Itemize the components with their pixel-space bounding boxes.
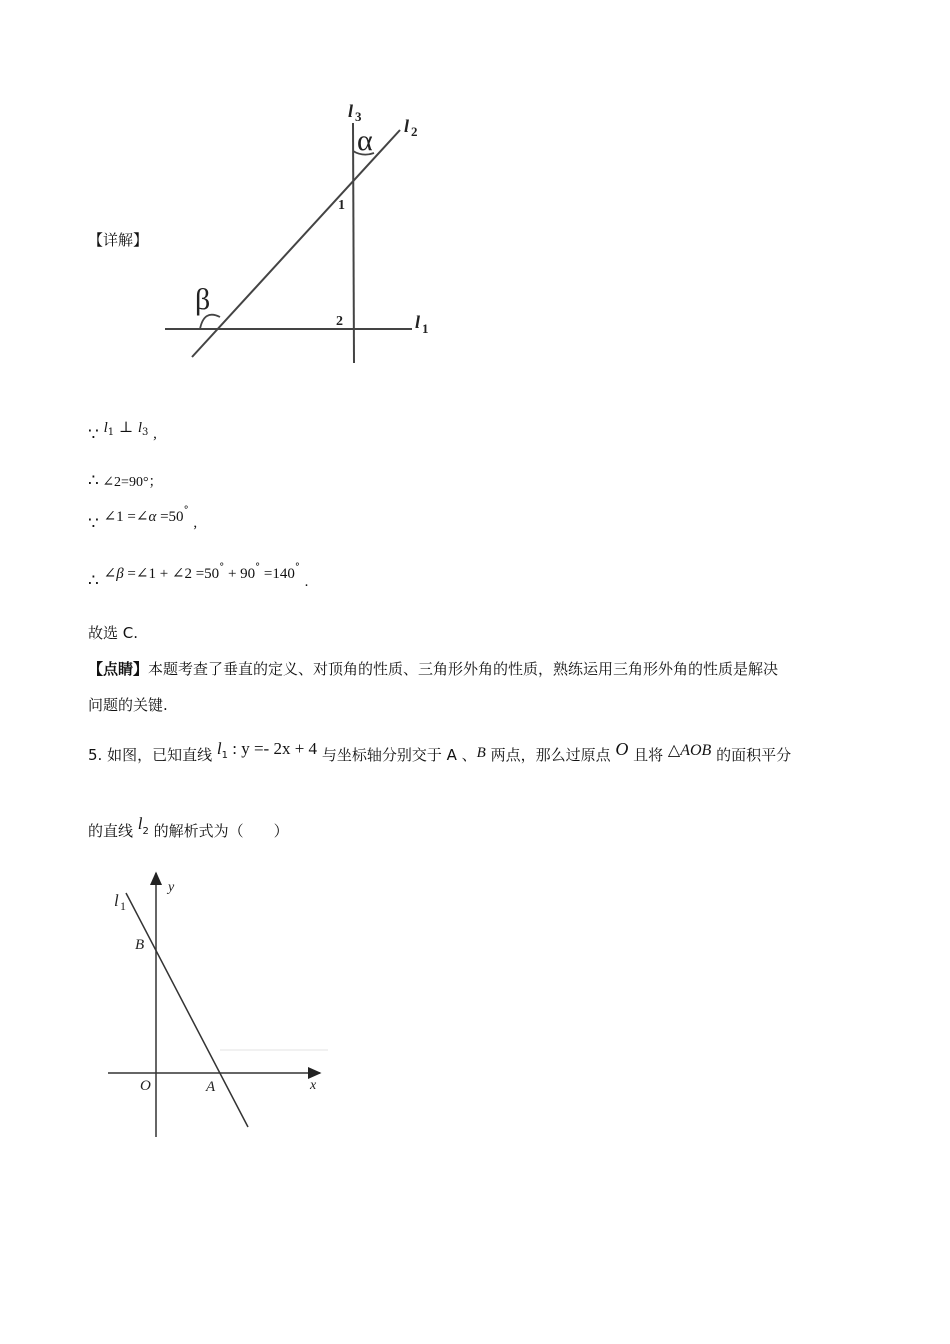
label-l3: l bbox=[348, 101, 354, 121]
l3-symbol: l bbox=[137, 420, 142, 436]
label-angle-2: 2 bbox=[336, 314, 343, 329]
line2-a: 的直线 bbox=[88, 822, 138, 840]
degree-3: ° bbox=[294, 562, 300, 573]
label-l1-sub: 1 bbox=[422, 321, 429, 336]
label-alpha: α bbox=[357, 124, 373, 157]
l3-sub: 3 bbox=[142, 427, 149, 438]
alpha-symbol: α bbox=[148, 509, 157, 525]
figure-coordinate-graph bbox=[100, 865, 340, 1145]
triangle-aob: △AOB bbox=[667, 742, 712, 759]
comment-line-2: 问题的关键. bbox=[88, 696, 168, 714]
line2-b: 的解析式为（ ） bbox=[148, 822, 289, 840]
perp-symbol: ⊥ bbox=[118, 420, 134, 436]
text-d: 的面积平分 bbox=[711, 746, 792, 764]
comma: , bbox=[153, 426, 157, 442]
therefore-symbol-2: ∴ bbox=[88, 571, 99, 590]
reason-line-4 bbox=[88, 562, 308, 591]
beta-symbol: β bbox=[116, 566, 124, 582]
equation: : y =- 2x + 4 bbox=[227, 739, 318, 758]
label-beta: β bbox=[195, 283, 211, 316]
label-A: A bbox=[206, 1079, 216, 1095]
comment-tag: 【点睛】 bbox=[88, 660, 149, 678]
label-angle-1: 1 bbox=[338, 198, 345, 213]
value-50: =50 bbox=[156, 509, 184, 525]
label-l2-sub: 2 bbox=[411, 124, 418, 139]
label-l1: l bbox=[415, 312, 421, 332]
l1-name-sub: 1 bbox=[221, 750, 228, 761]
text-a: 与坐标轴分别交于 A 、 bbox=[321, 746, 477, 764]
l2-name: l bbox=[137, 814, 143, 833]
label-y: y bbox=[168, 880, 175, 895]
text-b: 两点，那么过原点 bbox=[485, 746, 616, 764]
answer-line: 故选 C. bbox=[88, 624, 139, 642]
label-O: O bbox=[140, 1078, 151, 1094]
sum-part-1: =∠1 + ∠2 =50 bbox=[123, 566, 220, 582]
l1-symbol: l bbox=[103, 420, 108, 436]
l1-sub: 1 bbox=[107, 427, 115, 438]
label-x: x bbox=[310, 1078, 317, 1093]
period: . bbox=[304, 574, 309, 590]
question-5-line-2 bbox=[88, 814, 289, 841]
label-l1-graph-sub: 1 bbox=[120, 899, 126, 913]
degree-2: ° bbox=[255, 562, 261, 573]
angle-beta-arc bbox=[200, 315, 220, 329]
point-b: B bbox=[476, 745, 486, 761]
label-l3-sub: 3 bbox=[355, 109, 362, 124]
point-o: O bbox=[615, 739, 629, 759]
label-l1-graph: l bbox=[114, 891, 119, 910]
angle-symbol: ∠ bbox=[103, 566, 117, 582]
because-symbol-2: ∵ bbox=[88, 514, 99, 533]
label-B: B bbox=[135, 937, 145, 953]
angle2-text: ∠2=90°； bbox=[102, 475, 163, 490]
question-number: 5. 如图，已知直线 bbox=[88, 746, 213, 764]
therefore-symbol: ∴ bbox=[88, 471, 99, 490]
because-symbol: ∵ bbox=[88, 425, 99, 444]
comma-2: , bbox=[193, 515, 198, 531]
figure-lines-angles bbox=[160, 95, 450, 370]
reason-line-1 bbox=[88, 418, 157, 445]
detail-tag: 【详解】 bbox=[88, 231, 149, 249]
degree: ° bbox=[183, 505, 189, 516]
line-l2 bbox=[192, 130, 400, 357]
text-c: 且将 bbox=[628, 746, 668, 764]
angle1-eq: ∠1 =∠ bbox=[103, 509, 149, 525]
reason-line-2 bbox=[88, 471, 163, 491]
l2-name-sub: 2 bbox=[142, 826, 149, 837]
question-5-line-1 bbox=[88, 739, 791, 765]
comment-line-1 bbox=[88, 658, 778, 679]
comment-text-1: 本题考查了垂直的定义、对顶角的性质、三角形外角的性质，熟练运用三角形外角的性质是解决 bbox=[148, 660, 779, 678]
l1-name: l bbox=[216, 739, 222, 758]
sum-part-3: =140 bbox=[260, 566, 295, 582]
line-l3 bbox=[353, 123, 354, 363]
sum-part-2: + 90 bbox=[224, 566, 256, 582]
degree-1: ° bbox=[219, 562, 225, 573]
label-l2: l bbox=[404, 116, 410, 136]
reason-line-3 bbox=[88, 505, 197, 534]
